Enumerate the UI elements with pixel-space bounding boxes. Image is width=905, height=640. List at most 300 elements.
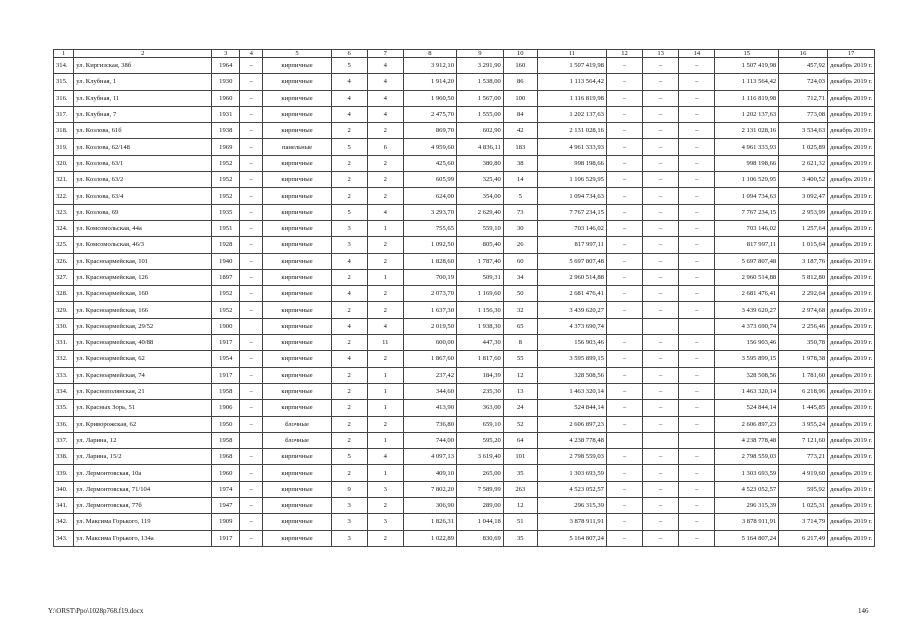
cell-col-16: 724,03 [779, 74, 828, 90]
cell-col-14: – [679, 155, 715, 171]
cell-col-17: декабрь 2019 г. [828, 237, 875, 253]
cell-col-7: 2 [367, 498, 403, 514]
cell-col-6: 5 [331, 58, 367, 74]
cell-col-3: 1940 [212, 253, 240, 269]
cell-col-17: декабрь 2019 г. [828, 58, 875, 74]
cell-col-17: декабрь 2019 г. [828, 74, 875, 90]
cell-col-3: 1964 [212, 58, 240, 74]
cell-col-17: декабрь 2019 г. [828, 465, 875, 481]
cell-col-15: 4 373 690,74 [715, 318, 779, 334]
cell-col-17: декабрь 2019 г. [828, 481, 875, 497]
cell-col-4: – [240, 465, 263, 481]
cell-col-8: 7 802,20 [403, 481, 456, 497]
column-header-4: 4 [240, 50, 263, 58]
cell-col-13: – [643, 335, 679, 351]
table-row [54, 90, 875, 106]
cell-col-6: 2 [331, 123, 367, 139]
cell-col-15: 5 164 807,24 [715, 530, 779, 546]
cell-col-1: 333. [54, 367, 74, 383]
cell-col-8: 2 019,50 [403, 318, 456, 334]
cell-col-8: 1 826,31 [403, 514, 456, 530]
cell-col-14: – [679, 302, 715, 318]
cell-col-2: ул. Максима Горького, 119 [74, 514, 212, 530]
cell-col-7: 1 [367, 465, 403, 481]
column-header-5: 5 [263, 50, 331, 58]
cell-col-1: 319. [54, 139, 74, 155]
cell-col-3: 1954 [212, 351, 240, 367]
cell-col-14: – [679, 514, 715, 530]
cell-col-12: – [606, 335, 642, 351]
cell-col-11: 1 507 419,98 [537, 58, 606, 74]
cell-col-5: кирпичные [263, 74, 331, 90]
cell-col-6: 5 [331, 139, 367, 155]
cell-col-4: – [240, 269, 263, 285]
cell-col-15: 2 681 476,41 [715, 286, 779, 302]
cell-col-7: 4 [367, 74, 403, 90]
cell-col-6: 3 [331, 514, 367, 530]
cell-col-16: 457,92 [779, 58, 828, 74]
column-header-11: 11 [537, 50, 606, 58]
cell-col-7: 11 [367, 335, 403, 351]
cell-col-16: 712,71 [779, 90, 828, 106]
cell-col-2: ул. Комсомольская, 44а [74, 220, 212, 236]
cell-col-11: 1 106 529,95 [537, 172, 606, 188]
cell-col-6: 2 [331, 269, 367, 285]
cell-col-1: 321. [54, 172, 74, 188]
cell-col-8: 624,00 [403, 188, 456, 204]
cell-col-9: 354,00 [457, 188, 504, 204]
cell-col-16: 6 217,49 [779, 530, 828, 546]
column-header-3: 3 [212, 50, 240, 58]
cell-col-16: 773,08 [779, 106, 828, 122]
cell-col-16: 4 919,60 [779, 465, 828, 481]
cell-col-14: – [679, 449, 715, 465]
cell-col-12: – [606, 220, 642, 236]
cell-col-1: 338. [54, 449, 74, 465]
cell-col-8: 409,10 [403, 465, 456, 481]
cell-col-3: 1935 [212, 204, 240, 220]
cell-col-7: 6 [367, 139, 403, 155]
cell-col-11: 703 146,02 [537, 220, 606, 236]
table-row [54, 383, 875, 399]
table-row [54, 155, 875, 171]
cell-col-14: – [679, 351, 715, 367]
cell-col-15: 2 606 897,23 [715, 416, 779, 432]
cell-col-6: 5 [331, 449, 367, 465]
cell-col-13: – [643, 106, 679, 122]
cell-col-4: – [240, 106, 263, 122]
cell-col-15: 156 903,46 [715, 335, 779, 351]
cell-col-2: ул. Козлова, 63/1 [74, 155, 212, 171]
cell-col-15: 1 507 419,98 [715, 58, 779, 74]
cell-col-11: 2 606 897,23 [537, 416, 606, 432]
cell-col-3: 1952 [212, 155, 240, 171]
cell-col-16: 1 025,89 [779, 139, 828, 155]
cell-col-3: 1938 [212, 123, 240, 139]
cell-col-14: – [679, 220, 715, 236]
cell-col-6: 4 [331, 318, 367, 334]
cell-col-10: 26 [503, 237, 537, 253]
cell-col-12: – [606, 416, 642, 432]
footer-file-path: Y:\ORST\Ppo\1028p768.f19.docx [48, 607, 144, 615]
cell-col-13: – [643, 172, 679, 188]
cell-col-14: – [679, 253, 715, 269]
cell-col-13: – [643, 220, 679, 236]
cell-col-1: 330. [54, 318, 74, 334]
cell-col-2: ул. Козлова, 63/4 [74, 188, 212, 204]
cell-col-7: 2 [367, 286, 403, 302]
cell-col-7: 2 [367, 302, 403, 318]
cell-col-5: кирпичные [263, 335, 331, 351]
cell-col-1: 343. [54, 530, 74, 546]
cell-col-6: 4 [331, 74, 367, 90]
cell-col-1: 342. [54, 514, 74, 530]
cell-col-16: 773,21 [779, 449, 828, 465]
cell-col-1: 328. [54, 286, 74, 302]
cell-col-17: декабрь 2019 г. [828, 351, 875, 367]
cell-col-12: – [606, 269, 642, 285]
cell-col-2: ул. Лермонтовская, 77б [74, 498, 212, 514]
cell-col-7: 2 [367, 237, 403, 253]
cell-col-16: 2 292,64 [779, 286, 828, 302]
cell-col-12: – [606, 286, 642, 302]
cell-col-9: 1 538,00 [457, 74, 504, 90]
cell-col-15: 703 146,02 [715, 220, 779, 236]
cell-col-16: 1 978,38 [779, 351, 828, 367]
cell-col-10: 13 [503, 383, 537, 399]
cell-col-17: декабрь 2019 г. [828, 139, 875, 155]
cell-col-11: 2 798 559,03 [537, 449, 606, 465]
cell-col-8: 1 022,89 [403, 530, 456, 546]
cell-col-9: 1 044,18 [457, 514, 504, 530]
cell-col-7: 2 [367, 253, 403, 269]
cell-col-11: 524 844,14 [537, 400, 606, 416]
column-header-6: 6 [331, 50, 367, 58]
cell-col-3: 1917 [212, 530, 240, 546]
cell-col-2: ул. Козлова, 63/2 [74, 172, 212, 188]
cell-col-6: 2 [331, 432, 367, 448]
cell-col-6: 9 [331, 481, 367, 497]
cell-col-11: 4 373 690,74 [537, 318, 606, 334]
cell-col-17: декабрь 2019 г. [828, 498, 875, 514]
cell-col-12: – [606, 383, 642, 399]
cell-col-13: – [643, 498, 679, 514]
cell-col-3: 1960 [212, 465, 240, 481]
cell-col-10: 5 [503, 188, 537, 204]
cell-col-16: 3 714,79 [779, 514, 828, 530]
cell-col-4: – [240, 449, 263, 465]
cell-col-17: декабрь 2019 г. [828, 530, 875, 546]
cell-col-6: 2 [331, 400, 367, 416]
cell-col-14: – [679, 90, 715, 106]
cell-col-10: 14 [503, 172, 537, 188]
cell-col-17: декабрь 2019 г. [828, 253, 875, 269]
cell-col-17: декабрь 2019 г. [828, 123, 875, 139]
cell-col-9: 2 629,40 [457, 204, 504, 220]
cell-col-8: 744,00 [403, 432, 456, 448]
cell-col-2: ул. Ларина, 12 [74, 432, 212, 448]
cell-col-9: 3 619,40 [457, 449, 504, 465]
cell-col-4: – [240, 220, 263, 236]
cell-col-4: – [240, 204, 263, 220]
cell-col-16: 1 025,31 [779, 498, 828, 514]
cell-col-1: 317. [54, 106, 74, 122]
cell-col-6: 2 [331, 465, 367, 481]
cell-col-11: 5 697 807,48 [537, 253, 606, 269]
cell-col-8: 2 475,70 [403, 106, 456, 122]
cell-col-2: ул. Красноармейская, 74 [74, 367, 212, 383]
cell-col-8: 344,60 [403, 383, 456, 399]
cell-col-8: 306,90 [403, 498, 456, 514]
cell-col-4: – [240, 139, 263, 155]
table-row [54, 188, 875, 204]
cell-col-12: – [606, 90, 642, 106]
cell-col-3: 1968 [212, 449, 240, 465]
cell-col-9: 559,10 [457, 220, 504, 236]
cell-col-12: – [606, 155, 642, 171]
cell-col-11: 156 903,46 [537, 335, 606, 351]
cell-col-10: 73 [503, 204, 537, 220]
cell-col-16: 1 015,64 [779, 237, 828, 253]
cell-col-5: кирпичные [263, 90, 331, 106]
cell-col-15: 1 113 564,42 [715, 74, 779, 90]
cell-col-16: 595,92 [779, 481, 828, 497]
register-table [53, 49, 875, 547]
cell-col-2: ул. Красноармейская, 126 [74, 269, 212, 285]
cell-col-15: 1 094 734,63 [715, 188, 779, 204]
cell-col-13: – [643, 74, 679, 90]
cell-col-5: кирпичные [263, 269, 331, 285]
cell-col-3: 1951 [212, 220, 240, 236]
cell-col-9: 1 156,30 [457, 302, 504, 318]
cell-col-4: – [240, 58, 263, 74]
cell-col-10: 183 [503, 139, 537, 155]
column-header-13: 13 [643, 50, 679, 58]
cell-col-2: ул. Красноармейская, 29/52 [74, 318, 212, 334]
table-row [54, 351, 875, 367]
cell-col-12: – [606, 400, 642, 416]
page-number: 146 [858, 607, 869, 615]
cell-col-9: 659,10 [457, 416, 504, 432]
cell-col-8: 3 912,10 [403, 58, 456, 74]
cell-col-16: 1 781,60 [779, 367, 828, 383]
column-header-7: 7 [367, 50, 403, 58]
cell-col-13: – [643, 514, 679, 530]
cell-col-6: 2 [331, 367, 367, 383]
cell-col-6: 4 [331, 286, 367, 302]
cell-col-1: 337. [54, 432, 74, 448]
cell-col-16: 1 445,85 [779, 400, 828, 416]
cell-col-6: 3 [331, 498, 367, 514]
cell-col-5: кирпичные [263, 498, 331, 514]
cell-col-14 [679, 432, 715, 448]
cell-col-12: – [606, 58, 642, 74]
cell-col-11: 7 767 234,15 [537, 204, 606, 220]
cell-col-4: – [240, 253, 263, 269]
cell-col-12: – [606, 302, 642, 318]
cell-col-13: – [643, 416, 679, 432]
cell-col-4: – [240, 416, 263, 432]
cell-col-13: – [643, 367, 679, 383]
cell-col-13: – [643, 188, 679, 204]
table-row [54, 449, 875, 465]
cell-col-12: – [606, 367, 642, 383]
cell-col-15: 1 303 693,59 [715, 465, 779, 481]
cell-col-4: – [240, 530, 263, 546]
cell-col-8: 1 828,60 [403, 253, 456, 269]
cell-col-15: 3 595 899,15 [715, 351, 779, 367]
cell-col-5: блочные [263, 416, 331, 432]
cell-col-8: 3 293,70 [403, 204, 456, 220]
cell-col-2: ул. Лермонтовская, 71/104 [74, 481, 212, 497]
cell-col-10: 84 [503, 106, 537, 122]
cell-col-7: 2 [367, 155, 403, 171]
cell-col-7: 2 [367, 530, 403, 546]
cell-col-16: 3 955,24 [779, 416, 828, 432]
cell-col-1: 315. [54, 74, 74, 90]
cell-col-10: 65 [503, 318, 537, 334]
cell-col-17: декабрь 2019 г. [828, 335, 875, 351]
cell-col-2: ул. Ларина, 15/2 [74, 449, 212, 465]
cell-col-8: 736,80 [403, 416, 456, 432]
cell-col-10: 35 [503, 465, 537, 481]
cell-col-14: – [679, 58, 715, 74]
cell-col-17: декабрь 2019 г. [828, 269, 875, 285]
cell-col-13: – [643, 481, 679, 497]
table-row [54, 220, 875, 236]
cell-col-10: 60 [503, 253, 537, 269]
column-header-9: 9 [457, 50, 504, 58]
cell-col-14: – [679, 139, 715, 155]
cell-col-13: – [643, 204, 679, 220]
cell-col-5: кирпичные [263, 58, 331, 74]
cell-col-11: 3 439 620,27 [537, 302, 606, 318]
cell-col-7: 3 [367, 481, 403, 497]
cell-col-5: кирпичные [263, 530, 331, 546]
cell-col-5: кирпичные [263, 172, 331, 188]
cell-col-16: 2 256,46 [779, 318, 828, 334]
cell-col-10: 32 [503, 302, 537, 318]
cell-col-7: 1 [367, 367, 403, 383]
cell-col-5: панельные [263, 139, 331, 155]
table-row [54, 416, 875, 432]
cell-col-10: 86 [503, 74, 537, 90]
cell-col-14: – [679, 188, 715, 204]
cell-col-17: декабрь 2019 г. [828, 432, 875, 448]
cell-col-6: 2 [331, 416, 367, 432]
cell-col-4: – [240, 335, 263, 351]
cell-col-6: 3 [331, 530, 367, 546]
cell-col-15: 4 238 778,48 [715, 432, 779, 448]
cell-col-9: 830,69 [457, 530, 504, 546]
cell-col-2: ул. Клубная, 11 [74, 90, 212, 106]
cell-col-10: 12 [503, 367, 537, 383]
cell-col-14: – [679, 74, 715, 90]
table-row [54, 302, 875, 318]
cell-col-7: 3 [367, 514, 403, 530]
cell-col-13: – [643, 530, 679, 546]
table-row [54, 172, 875, 188]
cell-col-12: – [606, 123, 642, 139]
cell-col-7: 4 [367, 318, 403, 334]
cell-col-11: 2 131 028,16 [537, 123, 606, 139]
table-body [54, 58, 875, 547]
table-row [54, 514, 875, 530]
cell-col-15: 2 798 559,03 [715, 449, 779, 465]
cell-col-15: 3 439 620,27 [715, 302, 779, 318]
cell-col-3: 1952 [212, 188, 240, 204]
cell-col-14: – [679, 416, 715, 432]
cell-col-11: 1 303 693,59 [537, 465, 606, 481]
cell-col-14: – [679, 498, 715, 514]
cell-col-10: 51 [503, 514, 537, 530]
cell-col-4: – [240, 383, 263, 399]
cell-col-5: кирпичные [263, 253, 331, 269]
cell-col-15: 4 523 052,57 [715, 481, 779, 497]
cell-col-11: 1 113 564,42 [537, 74, 606, 90]
cell-col-14: – [679, 481, 715, 497]
cell-col-8: 4 097,13 [403, 449, 456, 465]
cell-col-3: 1897 [212, 269, 240, 285]
column-header-17: 17 [828, 50, 875, 58]
cell-col-4: – [240, 74, 263, 90]
cell-col-12: – [606, 465, 642, 481]
table-row [54, 481, 875, 497]
cell-col-15: 2 960 514,88 [715, 269, 779, 285]
cell-col-14: – [679, 204, 715, 220]
cell-col-12 [606, 318, 642, 334]
cell-col-11: 1 116 819,98 [537, 90, 606, 106]
cell-col-10: 12 [503, 498, 537, 514]
cell-col-5: кирпичные [263, 237, 331, 253]
cell-col-14: – [679, 335, 715, 351]
table-row [54, 237, 875, 253]
cell-col-1: 322. [54, 188, 74, 204]
cell-col-1: 340. [54, 481, 74, 497]
cell-col-5: кирпичные [263, 351, 331, 367]
cell-col-7: 2 [367, 188, 403, 204]
cell-col-9: 380,80 [457, 155, 504, 171]
cell-col-13: – [643, 400, 679, 416]
cell-col-15: 5 697 807,48 [715, 253, 779, 269]
cell-col-3: 1969 [212, 139, 240, 155]
cell-col-6: 4 [331, 90, 367, 106]
table-row [54, 367, 875, 383]
cell-col-13 [643, 318, 679, 334]
cell-col-4: – [240, 302, 263, 318]
table-row [54, 253, 875, 269]
cell-col-17: декабрь 2019 г. [828, 416, 875, 432]
cell-col-11: 2 681 476,41 [537, 286, 606, 302]
cell-col-6: 4 [331, 253, 367, 269]
cell-col-3: 1947 [212, 498, 240, 514]
cell-col-3: 1900 [212, 318, 240, 334]
cell-col-5: кирпичные [263, 220, 331, 236]
cell-col-15: 3 878 911,91 [715, 514, 779, 530]
cell-col-15: 1 463 320,14 [715, 383, 779, 399]
cell-col-7: 2 [367, 172, 403, 188]
cell-col-15: 998 198,66 [715, 155, 779, 171]
cell-col-5: кирпичные [263, 465, 331, 481]
table-row [54, 318, 875, 334]
cell-col-15: 4 961 333,93 [715, 139, 779, 155]
cell-col-9: 447,30 [457, 335, 504, 351]
cell-col-12: – [606, 106, 642, 122]
cell-col-7: 1 [367, 269, 403, 285]
table-row [54, 530, 875, 546]
cell-col-9: 4 836,11 [457, 139, 504, 155]
cell-col-5: кирпичные [263, 318, 331, 334]
